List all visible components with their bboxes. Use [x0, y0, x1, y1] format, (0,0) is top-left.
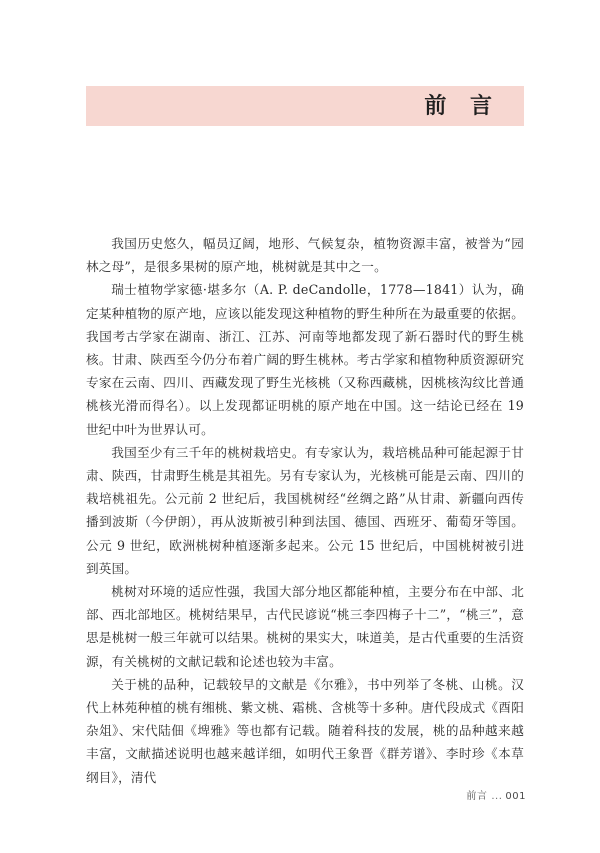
paragraph-2: 瑞士植物学家德·堪多尔（A. P. deCandolle，1778—1841）认为，确定某种植物的原产地，应该以能发现这种植物的野生种所在为最重要的依据。我国考古学家在湖南、浙江、江苏、河南等地都发现了新石器时代的野生桃核。甘肃、陕西至今仍分布着广阔的野生桃林。考古学家和植物种质资源研究专家在云南、四川、西藏发现了野生光核桃（又称西藏桃，因桃核沟纹比普通桃核光滑而得名）。以上发现都证明桃的原产地在中国。这一结论已经在 19 世纪中叶为世界认可。: [86, 282, 524, 437]
paragraph-1: 我国历史悠久，幅员辽阔，地形、气候复杂，植物资源丰富，被誉为“园林之母”，是很多果树的原产地，桃树就是其中之一。: [86, 236, 524, 275]
chapter-title-band: [86, 86, 524, 126]
body-text: [86, 232, 524, 789]
paragraph-4: 桃树对环境的适应性强，我国大部分地区都能种植，主要分布在中部、北部、西北部地区。桃树结果早，古代民谚说“桃三李四梅子十二”，“桃三”，意思是桃树一般三年就可以结果。桃树的果实大，味道美，是古代重要的生活资源，有关桃树的文献记载和论述也较为丰富。: [86, 584, 524, 669]
footer-separator: ...: [491, 791, 503, 802]
page-number: 001: [505, 791, 526, 802]
footer-section-label: 前言: [466, 791, 488, 802]
paragraph-3: 我国至少有三千年的桃树栽培史。有专家认为，栽培桃品种可能起源于甘肃、陕西，甘肃野生桃是其祖先。另有专家认为，光核桃可能是云南、四川的栽培桃祖先。公元前 2 世纪后，我国桃树经“丝绸之路”从甘肃、新疆向西传播到波斯（今伊朗），再从波斯被引种到法国、德国、西班牙、葡萄牙等国。公元 9 世纪，欧洲桃树种植逐渐多起来。公元 15 世纪后，中国桃树被引进到英国。: [86, 444, 524, 576]
page-footer: [466, 787, 526, 802]
paragraph-5: 关于桃的品种，记载较早的文献是《尔雅》，书中列举了冬桃、山桃。汉代上林苑种植的桃有缃桃、紫文桃、霜桃、含桃等十多种。唐代段成式《酉阳杂俎》、宋代陆佃《埤雅》等也都有记载。随着科技的发展，桃的品种越来越丰富，文献描述说明也越来越详细，如明代王象晋《群芳谱》、李时珍《本草纲目》，清代: [86, 676, 524, 785]
chapter-title: 前 言: [424, 93, 500, 119]
